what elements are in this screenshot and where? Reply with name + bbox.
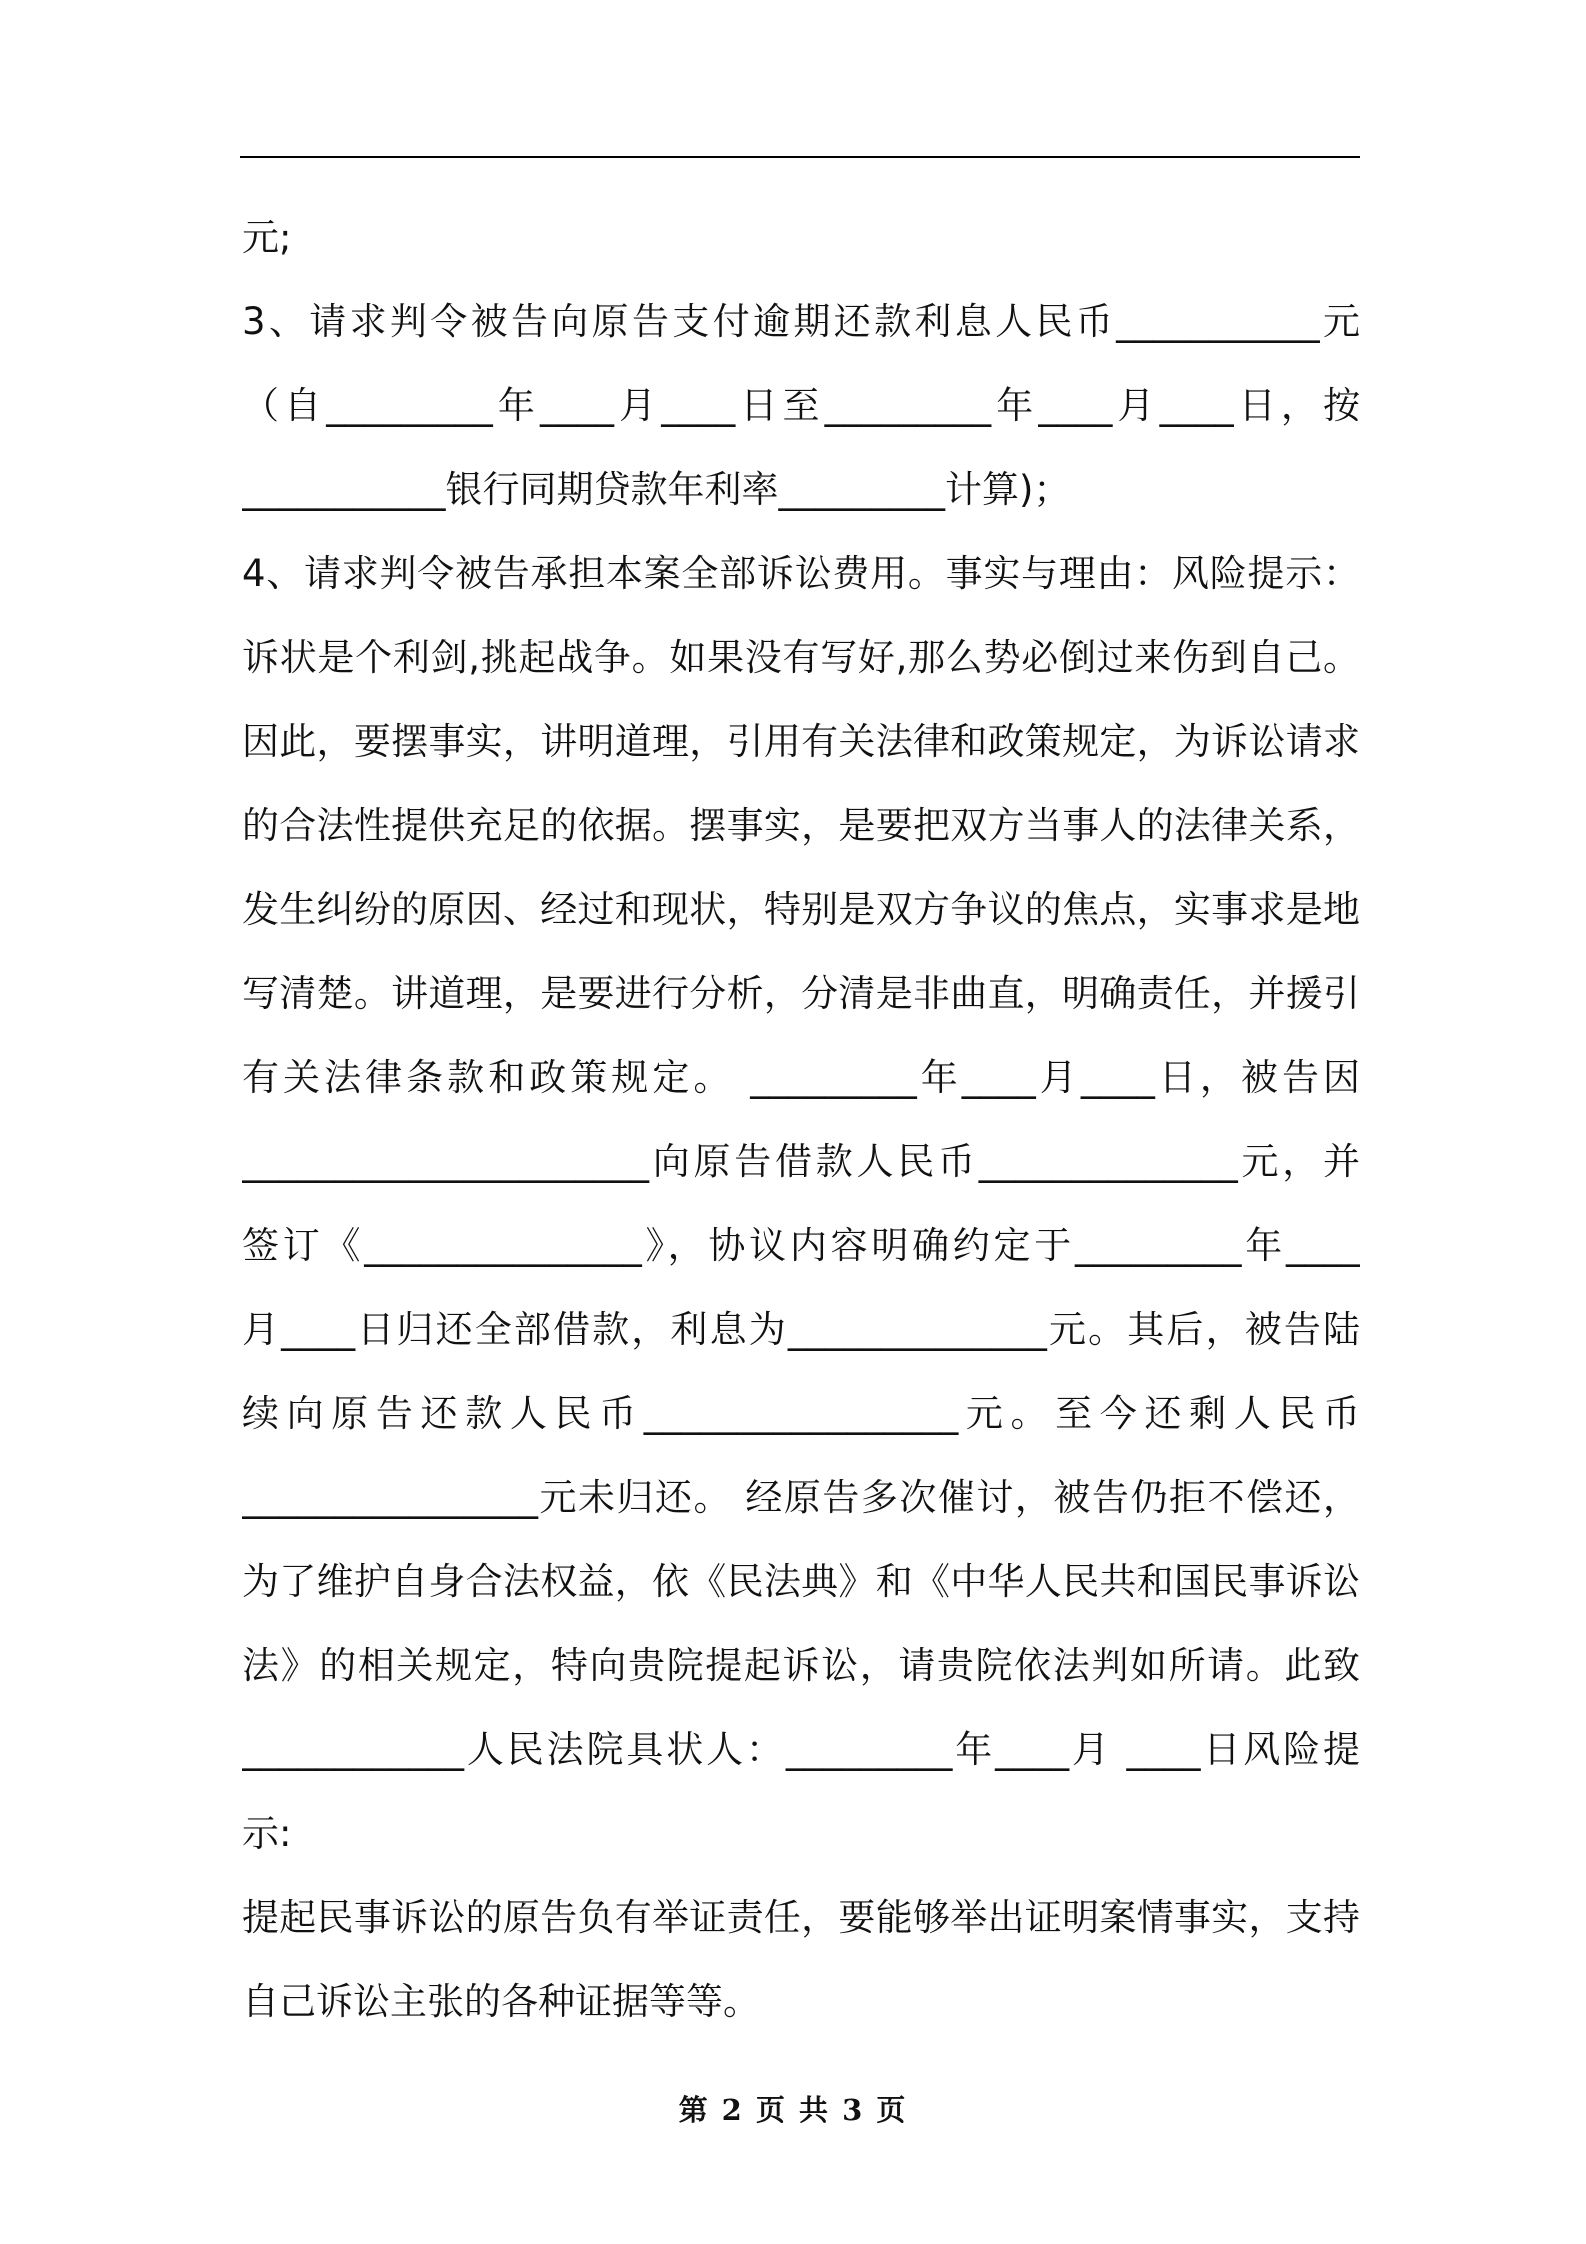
text-line: 有关法律条款和政策规定。 _________年____月____日，被告因 — [242, 1056, 1360, 1099]
text-line: 3、请求判令被告向原告支付逾期还款利息人民币___________元 — [242, 300, 1360, 343]
text-line: 诉状是个利剑,挑起战争。如果没有写好,那么势必倒过来伤到自己。 — [242, 636, 1360, 679]
text-line: 自己诉讼主张的各种证据等等。 — [242, 1980, 760, 2023]
text-line: 的合法性提供充足的依据。摆事实，是要把双方当事人的法律关系， — [242, 804, 1360, 847]
text-line: ___________银行同期贷款年利率_________计算)； — [242, 468, 1071, 511]
text-line: 月____日归还全部借款，利息为______________元。其后，被告陆 — [242, 1308, 1360, 1351]
text-line: 元; — [242, 216, 292, 259]
header-rule — [240, 156, 1360, 158]
text-line: 为了维护自身合法权益，依《民法典》和《中华人民共和国民事诉讼 — [242, 1560, 1360, 1603]
text-line: 4、请求判令被告承担本案全部诉讼费用。事实与理由：风险提示： — [242, 552, 1360, 595]
text-line: 发生纠纷的原因、经过和现状，特别是双方争议的焦点，实事求是地 — [242, 888, 1360, 931]
text-line: ____________人民法院具状人：_________年____月 ____日风险提 — [242, 1728, 1360, 1771]
text-line: ________________元未归还。 经原告多次催讨，被告仍拒不偿还， — [242, 1476, 1360, 1519]
text-line: 写清楚。讲道理，是要进行分析，分清是非曲直，明确责任，并援引 — [242, 972, 1360, 1015]
text-line: 示: — [242, 1812, 292, 1855]
text-line: 因此，要摆事实，讲明道理，引用有关法律和政策规定，为诉讼请求 — [242, 720, 1360, 763]
body-text — [242, 196, 1360, 2044]
text-line: 签订《_______________》，协议内容明确约定于_________年____ — [242, 1224, 1360, 1267]
text-line: ______________________向原告借款人民币______________元，并 — [242, 1140, 1360, 1183]
text-line: 续向原告还款人民币_________________元。至今还剩人民币 — [242, 1392, 1360, 1435]
text-line: 提起民事诉讼的原告负有举证责任，要能够举出证明案情事实，支持 — [242, 1896, 1360, 1939]
text-line: （自_________年____月____日至_________年____月____日，按 — [242, 384, 1360, 427]
page-number: 第 2 页 共 3 页 — [678, 2093, 908, 2127]
text-line: 法》的相关规定，特向贵院提起诉讼，请贵院依法判如所请。此致 — [242, 1644, 1360, 1687]
